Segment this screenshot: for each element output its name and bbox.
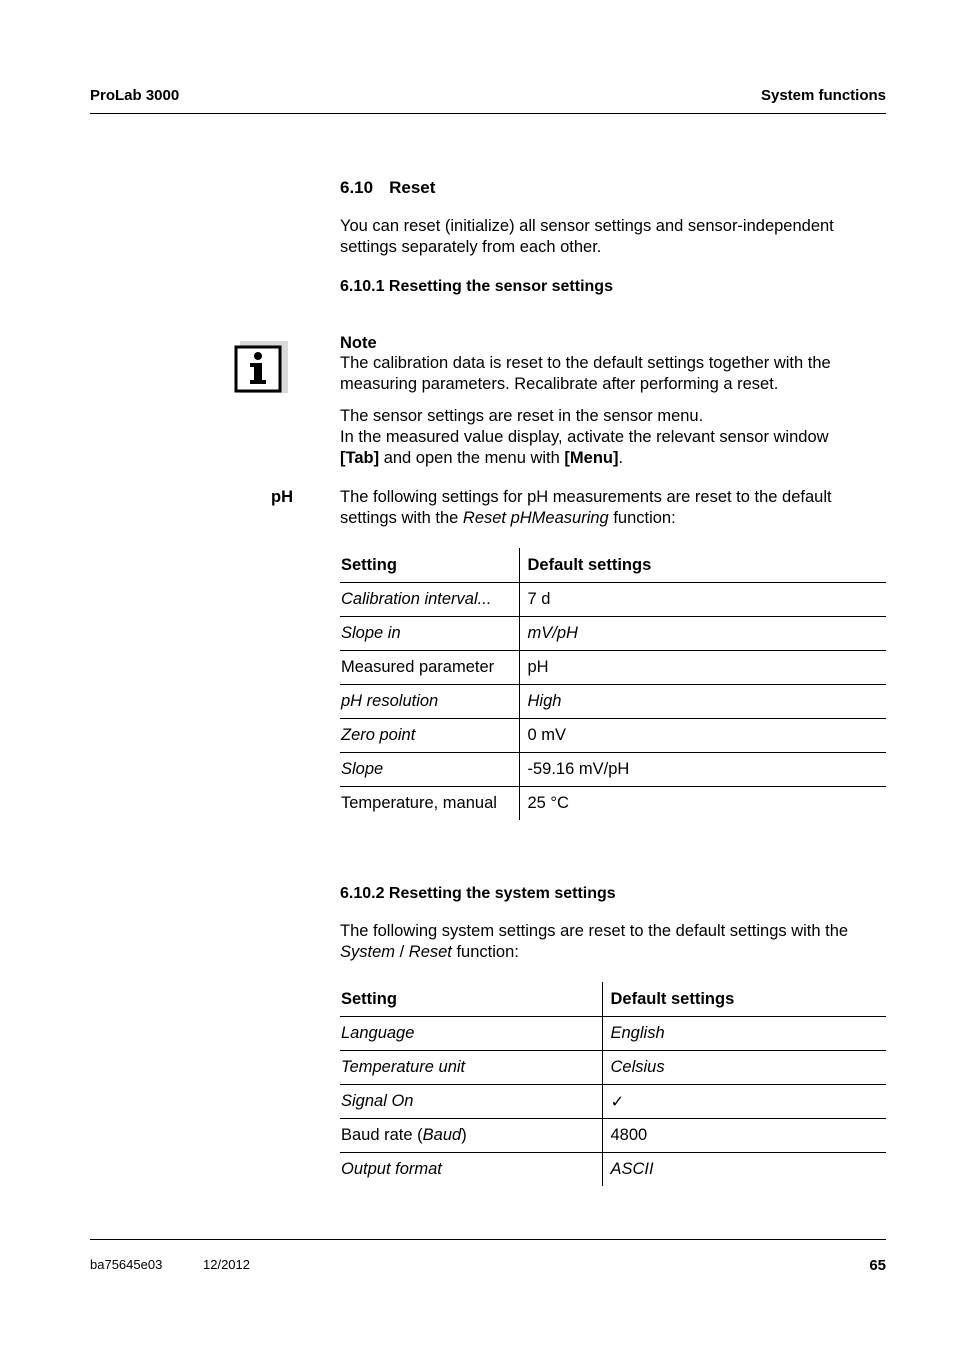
note-label: Note [340,334,377,352]
system-function-name: System [340,943,396,961]
table-cell: Zero point [340,719,519,753]
table-row [340,1119,886,1153]
table-cell: Signal On [340,1085,602,1119]
subsection-heading-system: 6.10.2 Resetting the system settings [340,885,616,902]
table-row [340,787,886,821]
note-text: The calibration data is reset to the default settings together with the measuring parameters. Recalibrate after performing a reset. [340,354,831,393]
table-cell: 4800 [602,1119,886,1153]
table-row [340,753,886,787]
system-text-b: function: [451,943,519,961]
table-cell: 0 mV [519,719,886,753]
table-row [340,1153,886,1187]
ph-function-name: Reset pHMeasuring [462,509,609,527]
table-cell: Measured parameter [340,651,519,685]
header-rule [90,113,886,114]
baud-term: Baud [422,1126,462,1144]
reset-function-name: Reset [408,943,452,961]
table-header: Setting [340,548,519,583]
baud-rate-close: ) [461,1126,467,1144]
table-cell: High [519,685,886,719]
subsection-heading-sensor: 6.10.1 Resetting the sensor settings [340,278,613,295]
document-date: 12/2012 [203,1257,250,1272]
table-cell: 25 °C [519,787,886,821]
system-text-a: The following system settings are reset to the default settings with the [340,922,849,940]
sensor-reset-line2: In the measured value display, activate the relevant sensor window [340,428,829,446]
ph-paragraph [340,487,888,529]
checkmark-icon: ✓ [602,1085,886,1119]
section-number: 6.10 [340,178,374,197]
table-cell: Slope in [340,617,519,651]
table-row [340,1017,886,1051]
table-cell: Output format [340,1153,602,1187]
table-header: Default settings [602,982,886,1017]
table-row [340,719,886,753]
page-number: 65 [869,1257,886,1274]
menu-key: [Menu] [564,449,619,467]
system-reset-paragraph [340,921,888,963]
table-cell: Calibration interval... [341,590,492,608]
section-title: Reset [389,178,436,197]
table-header: Default settings [519,548,886,583]
table-cell: Temperature unit [340,1051,602,1085]
table-cell: pH resolution [340,685,519,719]
section-intro: You can reset (initialize) all sensor settings and sensor-independent settings separately from each other. [340,217,834,256]
ph-text-a: The following settings for pH measurements are reset to the default settings with the [340,488,832,527]
table-row [340,1051,886,1085]
running-header-chapter: System functions [760,87,886,104]
sensor-reset-paragraph [340,406,888,469]
table-cell: English [602,1017,886,1051]
sensor-reset-line1: The sensor settings are reset in the sensor menu. [340,407,704,425]
table-cell: 7 d [519,583,886,617]
table-row [340,617,886,651]
ph-text-b: function: [608,509,676,527]
table-cell: Language [341,1024,415,1042]
sensor-reset-end: . [618,449,624,467]
table-row [340,583,886,617]
table-row [340,685,886,719]
baud-rate-label: Baud rate ( [341,1126,423,1144]
table-cell: Celsius [602,1051,886,1085]
table-cell [340,1119,602,1153]
info-icon [234,339,290,395]
section-heading [340,178,435,198]
ph-settings-table [340,548,886,820]
tab-key: [Tab] [340,449,380,467]
footer-rule [90,1239,886,1240]
table-cell: ASCII [602,1153,886,1187]
table-cell: pH [519,651,886,685]
ph-margin-label: pH [271,488,293,506]
table-row [340,651,886,685]
document-number: ba75645e03 [90,1257,163,1272]
system-settings-table [340,982,886,1186]
sensor-reset-line3: and open the menu with [379,449,565,467]
system-separator: / [395,943,409,961]
table-cell: -59.16 mV/pH [519,753,886,787]
running-header-product: ProLab 3000 [90,87,180,104]
table-cell: mV/pH [519,617,886,651]
table-row [340,1085,886,1119]
table-cell: Temperature, manual [340,787,519,821]
table-cell: Slope [340,753,519,787]
table-header: Setting [340,982,602,1017]
